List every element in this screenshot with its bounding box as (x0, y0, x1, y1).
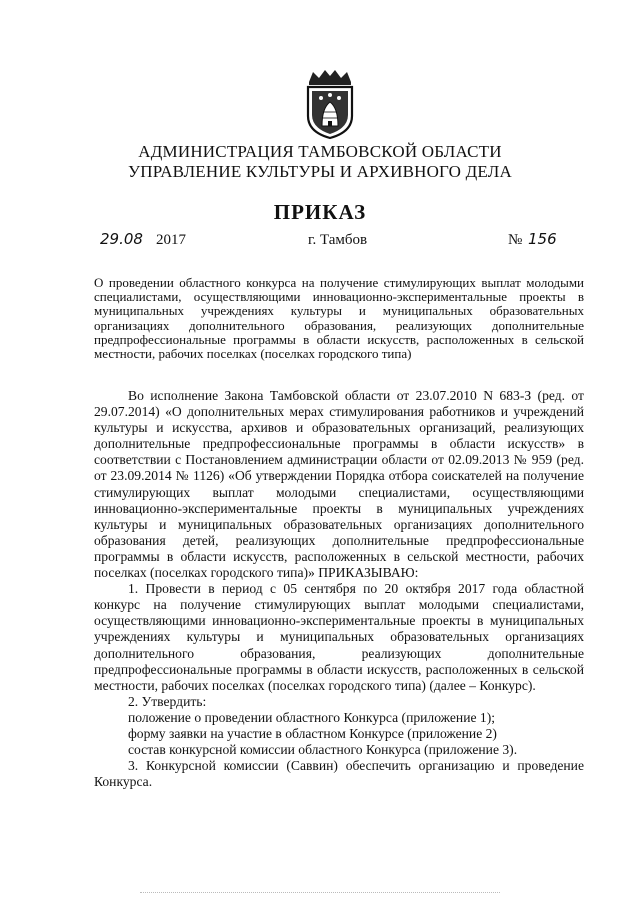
handwritten-number: 156 (528, 230, 557, 248)
item-2b-paragraph: форму заявки на участие в областном Конкурсе (приложение 2) (128, 725, 497, 741)
item-2c-paragraph: состав конкурсной комиссии областного Конкурса (приложение 3). (128, 742, 518, 758)
document-city: г. Тамбов (308, 232, 368, 248)
organization-name-line2: УПРАВЛЕНИЕ КУЛЬТУРЫ И АРХИВНОГО ДЕЛА (128, 162, 512, 181)
item-2a-paragraph: положение о проведении областного Конкурса (приложение 1); (128, 709, 496, 725)
item-3-paragraph: 3. Конкурсной комиссии (Саввин) обеспечить организацию и проведение Конкурса. (94, 758, 584, 790)
document-type-title: ПРИКАЗ (273, 200, 367, 224)
item-1-paragraph: 1. Провести в период с 05 сентября по 20 октября 2017 года областной конкурс на получение стимулирующих выплат молодыми специалистами, осуществляющими инновационно-экспериментальные проекты в муниципальных учреждениях культуры и муниципальных образовательных организациях дополнительного образования, реализующих дополнительные предпрофессиональные программы в области искусств, расположенных в сельской местности, рабочих поселках (поселках городского типа) (далее – Конкурс). (94, 581, 584, 693)
handwritten-date: 29.08 (100, 230, 143, 248)
item-2-paragraph: 2. Утвердить: (128, 693, 207, 709)
number-label: № (508, 232, 523, 248)
document-year: 2017 (156, 232, 186, 248)
preamble-paragraph: Во исполнение Закона Тамбовской области от 23.07.2010 N 683-З (ред. от 29.07.2014) «О дополнительных мерах стимулирования работников и учреждений культуры и искусства, архивов и образовательных организаций, реализующих дополнительные предпрофессиональные программы в области искусств» в соответствии с Постановлением администрации области от 02.09.2013 № 959 (ред. от 23.09.2014 № 1126) «Об утверждении Порядка отбора соискателей на получение стимулирующих выплат молодыми специалистами, осуществляющими инновационно-экспериментальные проекты в муниципальных учреждениях культуры и муниципальных образовательных организациях дополнительного образования детей, реализующих дополнительные предпрофессиональные программы в области искусств, расположенных в сельской местности, рабочих поселках (поселках городского типа)» ПРИКАЗЫВАЮ: (94, 388, 584, 581)
document-meta-row (0, 232, 640, 254)
order-subject: О проведении областного конкурса на получение стимулирующих выплат молодыми специалистами, осуществляющими инновационно-экспериментальные проекты в муниципальных учреждениях культуры и муниципальных образовательных организациях дополнительного образования, реализующих дополнительные предпрофессиональные программы в области искусств, расположенных в сельской местности, рабочих поселках (поселках городского типа) (94, 275, 584, 362)
tambov-coat-of-arms-emblem (303, 68, 357, 140)
organization-name-line1: АДМИНИСТРАЦИЯ ТАМБОВСКОЙ ОБЛАСТИ (138, 142, 502, 161)
scan-footer-divider (140, 892, 500, 893)
order-body (94, 388, 584, 790)
